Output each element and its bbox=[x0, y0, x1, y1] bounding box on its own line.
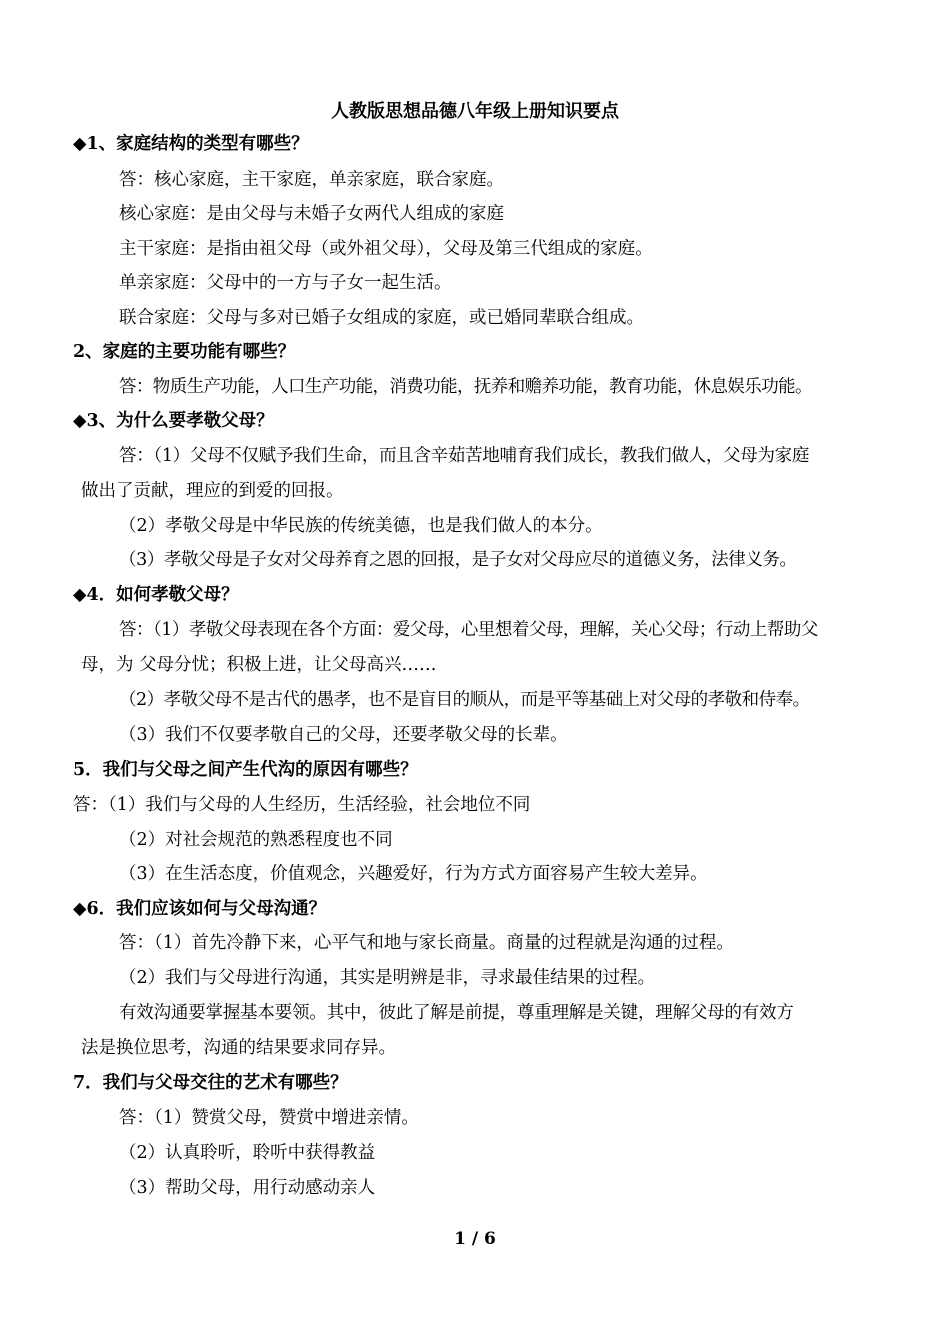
answer-line: 母，为 父母分忧；积极上进，让父母高兴…… bbox=[81, 655, 437, 675]
answer-line: 答：（1）我们与父母的人生经历，生活经验，社会地位不同 bbox=[73, 795, 531, 815]
question-7: 7．我们与父母交往的艺术有哪些？ bbox=[73, 1073, 348, 1093]
answer-line: 核心家庭：是由父母与未婚子女两代人组成的家庭 bbox=[119, 204, 504, 224]
question-4: ◆4．如何孝敬父母？ bbox=[73, 585, 239, 605]
question-3: ◆3、为什么要孝敬父母？ bbox=[73, 411, 274, 431]
answer-line: （2）认真聆听，聆听中获得教益 bbox=[119, 1143, 376, 1163]
answer-line: （3）孝敬父母是子女对父母养育之恩的回报，是子女对父母应尽的道德义务，法律义务。 bbox=[119, 550, 797, 570]
answer-line: 答：物质生产功能，人口生产功能，消费功能，抚养和赡养功能，教育功能，休息娱乐功能。 bbox=[119, 377, 812, 397]
question-5: 5．我们与父母之间产生代沟的原因有哪些？ bbox=[73, 760, 418, 780]
question-1: ◆1、家庭结构的类型有哪些？ bbox=[73, 134, 309, 154]
answer-line: 单亲家庭：父母中的一方与子女一起生活。 bbox=[119, 273, 452, 293]
question-6: ◆6．我们应该如何与父母沟通？ bbox=[73, 899, 327, 919]
answer-line: （2）孝敬父母不是古代的愚孝，也不是盲目的顺从，而是平等基础上对父母的孝敬和侍奉。 bbox=[119, 690, 810, 710]
answer-line: （3）在生活态度，价值观念，兴趣爱好，行为方式方面容易产生较大差异。 bbox=[119, 864, 708, 884]
answer-line: 法是换位思考，沟通的结果要求同存异。 bbox=[81, 1038, 396, 1058]
answer-line: （3）帮助父母，用行动感动亲人 bbox=[119, 1178, 376, 1198]
answer-line: （2）我们与父母进行沟通，其实是明辨是非，寻求最佳结果的过程。 bbox=[119, 968, 656, 988]
answer-line: 答：（1）父母不仅赋予我们生命，而且含辛茹苦地哺育我们成长，教我们做人，父母为家庭 bbox=[119, 446, 810, 466]
page-number: 1 / 6 bbox=[454, 1229, 496, 1249]
answer-line: 答：（1）首先冷静下来，心平气和地与家长商量。商量的过程就是沟通的过程。 bbox=[119, 933, 734, 953]
answer-line: 联合家庭：父母与多对已婚子女组成的家庭，或已婚同辈联合组成。 bbox=[119, 308, 644, 328]
question-2: 2、家庭的主要功能有哪些？ bbox=[73, 342, 296, 362]
answer-line: 答：（1）赞赏父母，赞赏中增进亲情。 bbox=[119, 1108, 419, 1128]
answer-line: 主干家庭：是指由祖父母（或外祖父母），父母及第三代组成的家庭。 bbox=[119, 239, 653, 259]
answer-line: 答：（1）孝敬父母表现在各个方面：爱父母，心里想着父母，理解，关心父母；行动上帮助父 bbox=[119, 620, 818, 640]
page-title: 人教版思想品德八年级上册知识要点 bbox=[331, 101, 619, 122]
answer-line: 有效沟通要掌握基本要领。其中，彼此了解是前提，尊重理解是关键，理解父母的有效方 bbox=[119, 1003, 794, 1023]
answer-line: 答：核心家庭，主干家庭，单亲家庭，联合家庭。 bbox=[119, 170, 504, 190]
answer-line: 做出了贡献，理应的到爱的回报。 bbox=[81, 481, 344, 501]
answer-line: （2）对社会规范的熟悉程度也不同 bbox=[119, 830, 393, 850]
answer-line: （2）孝敬父母是中华民族的传统美德，也是我们做人的本分。 bbox=[119, 516, 603, 536]
answer-line: （3）我们不仅要孝敬自己的父母，还要孝敬父母的长辈。 bbox=[119, 725, 568, 745]
